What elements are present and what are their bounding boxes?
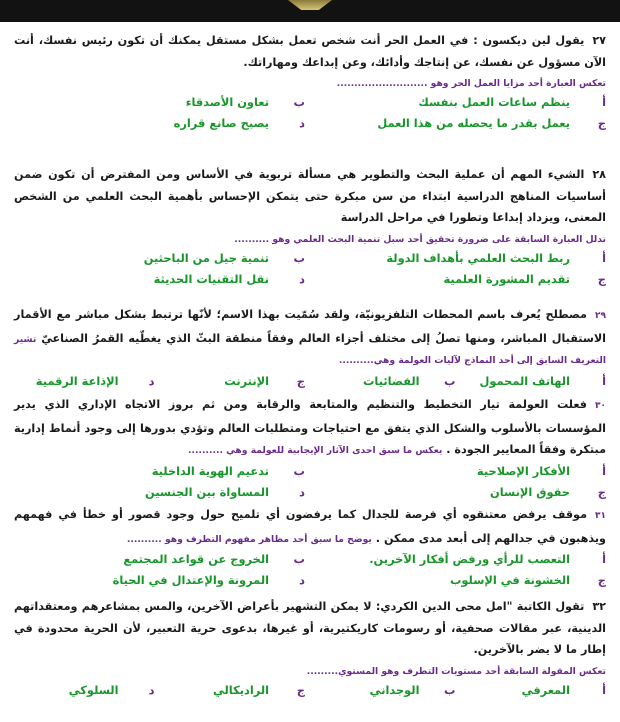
option-letter: أ [602, 552, 606, 566]
option-text: الخشونة في الإسلوب [449, 573, 570, 587]
question-text: موقف يرفض معتنقوه أي فرصة للجدال كما يرفضون أي تلميح حول وجود قصور أو خطأ في فهمهم ويذهبون في جدالهم إلى أبعد مدى ممكن . [14, 508, 606, 545]
option-text: الخروج عن قواعد المجتمع [123, 552, 269, 566]
option-text: التعصب للرأي ورفض أفكار الآخرين. [369, 552, 570, 566]
option-text: الفضائيات [362, 373, 420, 388]
question-prompt: تعكس العبارة أحد مزايا العمل الحر وهو .......................... [336, 78, 606, 89]
options-grid [14, 248, 606, 290]
option-a[interactable] [315, 549, 606, 570]
option-a[interactable] [315, 92, 606, 113]
question-number: ٣٢ [592, 600, 606, 613]
question-prompt: تدلل العبارة السابقة على ضرورة تحقيق أحد سبل تنمية البحث العلمي وهو .......... [234, 233, 606, 245]
question-29 [14, 304, 606, 392]
option-a[interactable] [315, 461, 606, 482]
question-prompt: يعكس ما سبق احدى الآثار الإيجابية للعولمة وهي .......... [188, 445, 443, 456]
option-letter: د [299, 271, 305, 286]
option-letter: أ [602, 682, 606, 697]
option-d[interactable] [14, 269, 305, 290]
question-27 [14, 30, 606, 134]
option-letter: ب [293, 95, 305, 109]
option-a[interactable] [466, 371, 607, 392]
option-letter: ج [597, 271, 606, 286]
option-c[interactable] [315, 113, 606, 134]
option-text: الهاتف المحمول [479, 373, 570, 388]
option-text: الوجداني [369, 682, 420, 697]
question-text: تقول الكاتبة "امل محى الدين الكردي: لا يمكن التشهير بأعراض الآخرين، والمس بمشاعرهم ومعتقداتهم الدينية، عبر مقالات صحفية، أو رسومات كاريكتيرية، أو غيرها، بدعوى حرية التعبير، لأن الحرية محدودة في إطار ما لا يضر بالآخرين. [14, 600, 606, 656]
options-grid [14, 680, 606, 701]
option-letter: ج [296, 682, 305, 697]
question-number: ٣٠ [595, 401, 606, 411]
question-text: يقول لين ديكسون : في العمل الحر أنت شخص تعمل بشكل مستقل يمكنك أن تكون رئيس نفسك، أنت الآن مسؤول عن نفسك، عن إنتاجك وأدائك، وعن إبداعك ومهاراتك. [14, 34, 606, 69]
option-d[interactable] [14, 371, 155, 392]
option-letter: ج [597, 116, 606, 130]
option-text: الإذاعة الرقمية [35, 373, 119, 388]
option-text: يصبح صانع قراره [173, 116, 269, 130]
option-c[interactable] [165, 371, 306, 392]
option-d[interactable] [14, 482, 305, 503]
question-number: ٢٩ [595, 311, 606, 321]
option-letter: أ [602, 250, 606, 265]
option-letter: د [299, 573, 305, 587]
question-number: ٣١ [595, 511, 606, 521]
option-letter: د [148, 373, 155, 388]
option-b[interactable] [315, 680, 456, 701]
exam-page [0, 22, 620, 722]
option-a[interactable] [466, 680, 607, 701]
option-b[interactable] [14, 248, 305, 269]
option-letter: ج [597, 484, 606, 499]
option-text: تدعيم الهوية الداخلية [151, 463, 269, 478]
option-text: ربط البحث العلمي بأهداف الدولة [386, 250, 570, 265]
option-d[interactable] [14, 570, 305, 591]
option-letter: د [148, 682, 155, 697]
option-c[interactable] [315, 570, 606, 591]
option-text: حقوق الإنسان [490, 484, 570, 499]
question-text: فعلت العولمة تيار التخطيط والتنظيم والمتابعة والرقابة ومن ثم بروز الاتجاه الإداري الذي يدير المؤسسات بالأسلوب والشكل الذي يتفق مع احتياجات ومتطلبات العالم وتؤدي بدورها إلى وجود أنماط إدارية مبتكرة وفقاً المعايير الجودة . [14, 398, 606, 456]
option-text: الراديكالي [213, 682, 269, 697]
option-c[interactable] [315, 482, 606, 503]
question-text: الشيء المهم أن عملية البحث والتطوير هي مسألة تربوية في الأساس ومن المفترض أن تكون ضمن أساسيات المناهج الدراسية ابتداء من سن مبكرة حتى يتمكن الإحساس بأهمية البحث العلمي من الشخص المعنى، ويزداد إبداعا وتطورا في مراحل الدراسة [14, 168, 606, 224]
option-text: المرونة والإعتدال في الحياة [112, 573, 269, 587]
option-d[interactable] [14, 113, 305, 134]
option-letter: ب [444, 682, 456, 697]
option-b[interactable] [315, 371, 456, 392]
option-text: تعاون الأصدقاء [185, 95, 269, 109]
option-text: المعرفي [521, 682, 570, 697]
option-c[interactable] [315, 269, 606, 290]
question-prompt: تشير التعريف السابق إلى أحد النماذج لآليات العولمة وهي.......... [14, 333, 606, 366]
option-letter: أ [602, 95, 606, 109]
question-number: ٢٨ [592, 168, 606, 181]
options-grid [14, 92, 606, 134]
option-letter: ب [293, 463, 305, 478]
question-30 [14, 394, 606, 503]
option-d[interactable] [14, 680, 155, 701]
option-text: المساواة بين الجنسين [144, 484, 269, 499]
option-letter: أ [602, 463, 606, 478]
question-31 [14, 504, 606, 591]
question-text: مصطلح يُعرف باسم المحطات التلفزيونيّة، ولقد سُمّيت بهذا الاسم؛ لأنّها ترتبط بشكل مباشر مع الأقمار الاستقبال المباشر، ومنها تصلُ إلى مختلف أجزاء العالم وفقاً منطقة البثّ الذي يغطّيه القمرُ الصناعيّ [14, 308, 606, 345]
option-letter: ج [296, 373, 305, 388]
option-letter: ج [597, 573, 606, 587]
option-text: تنمية جيل من الباحثين [143, 250, 269, 265]
options-grid [14, 461, 606, 503]
option-letter: أ [602, 373, 606, 388]
option-letter: د [299, 116, 305, 130]
options-grid [14, 371, 606, 392]
option-text: السلوكي [68, 682, 119, 697]
option-b[interactable] [14, 461, 305, 482]
option-text: نقل التقنيات الحديثة [153, 271, 269, 286]
question-prompt: تعكس المقولة السابقة أحد مستويات التطرف وهو المستوي......... [306, 665, 606, 677]
option-letter: ب [293, 552, 305, 566]
question-prompt: يوضح ما سبق أحد مظاهر مفهوم التطرف وهو .......... [126, 533, 372, 545]
option-text: ينظم ساعات العمل بنفسك [418, 95, 570, 109]
option-letter: د [299, 484, 305, 499]
option-b[interactable] [14, 92, 305, 113]
option-b[interactable] [14, 549, 305, 570]
option-text: الأفكار الإصلاحية [476, 463, 570, 478]
question-32 [14, 596, 606, 701]
options-grid [14, 549, 606, 591]
option-a[interactable] [315, 248, 606, 269]
option-text: الإنترنت [224, 373, 269, 388]
option-text: يعمل بقدر ما يحصله من هذا العمل [377, 116, 570, 130]
top-banner [0, 0, 620, 22]
question-number: ٢٧ [592, 34, 606, 47]
option-text: تقديم المشورة العلمية [443, 271, 570, 286]
question-28 [14, 164, 606, 290]
option-letter: ب [444, 373, 456, 388]
option-letter: ب [293, 250, 305, 265]
banner-ornament-icon [288, 0, 332, 10]
option-c[interactable] [165, 680, 306, 701]
